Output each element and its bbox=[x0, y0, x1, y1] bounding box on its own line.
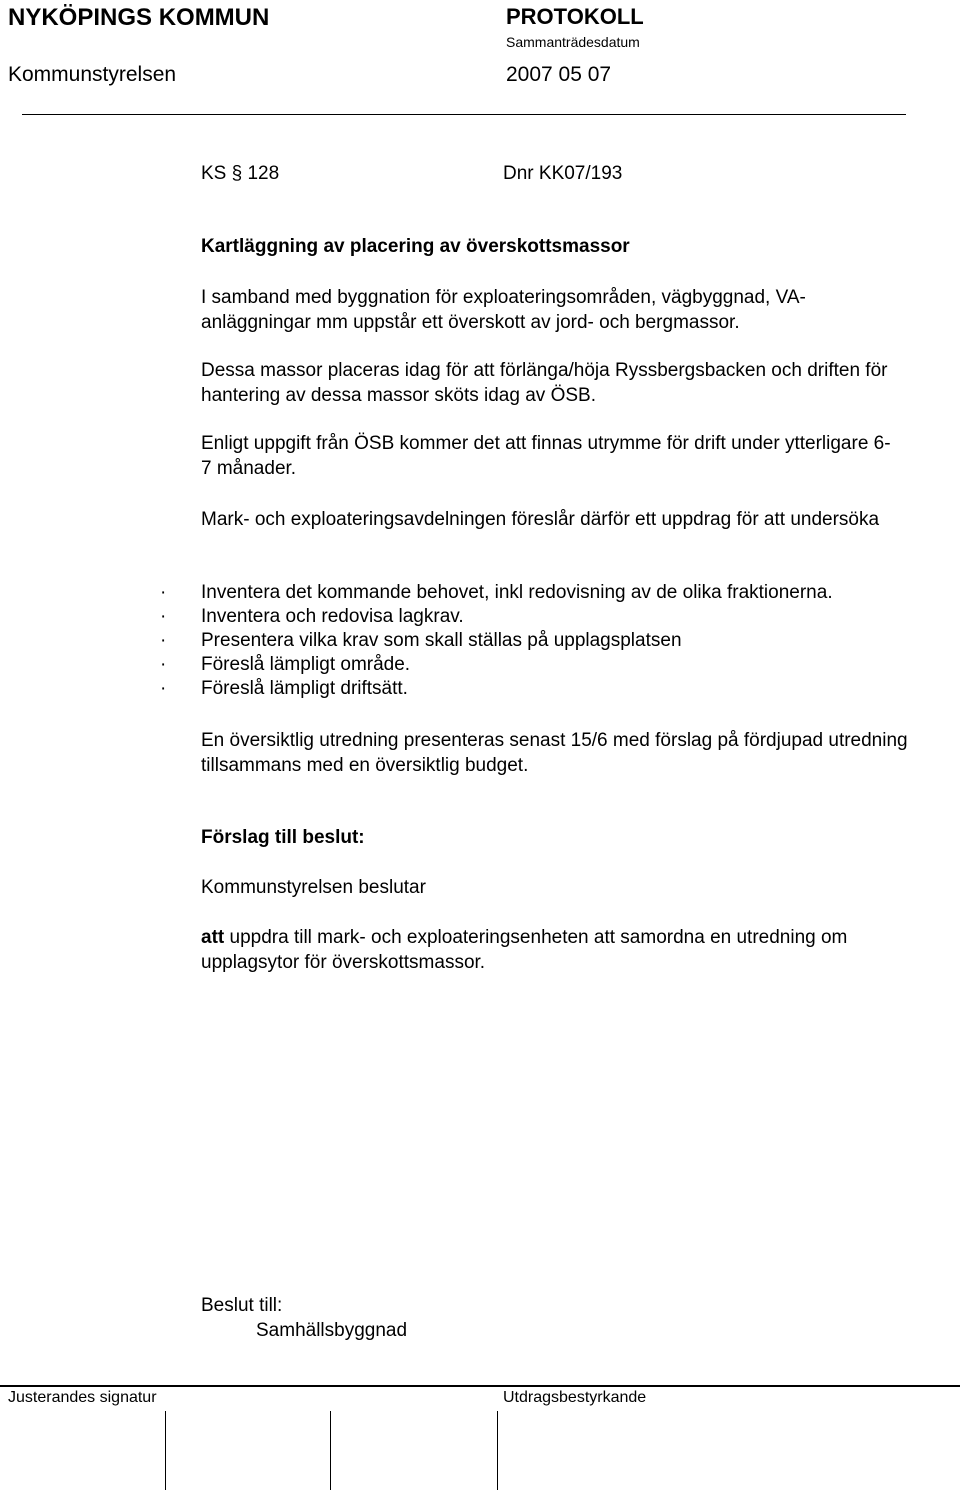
doc-type: PROTOKOLL bbox=[506, 4, 644, 29]
signature-box-divider-3 bbox=[497, 1411, 498, 1490]
list-item: · Presentera vilka krav som skall ställas på upplagsplatsen bbox=[160, 630, 682, 651]
closing-paragraph: En översiktlig utredning presenteras senast 15/6 med förslag på fördjupad utredning tillsammans med en översiktlig budget. bbox=[201, 730, 908, 776]
footer-rule bbox=[0, 1385, 960, 1387]
date-label: Sammanträdesdatum bbox=[506, 34, 640, 50]
case-number: KS § 128 bbox=[201, 163, 280, 184]
extract-label: Utdragsbestyrkande bbox=[503, 1389, 647, 1406]
org-name: NYKÖPINGS KOMMUN bbox=[8, 4, 270, 31]
list-item-text: Föreslå lämpligt område. bbox=[201, 654, 411, 675]
list-item: · Föreslå lämpligt område. bbox=[160, 654, 411, 675]
meeting-date: 2007 05 07 bbox=[506, 63, 612, 86]
distribution-recipient: Samhällsbyggnad bbox=[256, 1320, 408, 1341]
list-item: · Föreslå lämpligt driftsätt. bbox=[160, 678, 408, 699]
list-item: · Inventera och redovisa lagkrav. bbox=[160, 606, 464, 627]
list-item-text: Inventera det kommande behovet, inkl redovisning av de olika fraktionerna. bbox=[201, 582, 833, 603]
proposal-heading: Förslag till beslut: bbox=[201, 827, 365, 848]
signature-box-divider-2 bbox=[330, 1411, 331, 1490]
decider-text: Kommunstyrelsen beslutar bbox=[201, 877, 426, 898]
att-word: att bbox=[201, 927, 225, 948]
section-title: Kartläggning av placering av överskottsmassor bbox=[201, 236, 630, 257]
header-rule bbox=[22, 114, 906, 115]
paragraph-4: Mark- och exploateringsavdelningen föreslår därför ett uppdrag för att undersöka bbox=[201, 509, 880, 530]
list-item-text: Föreslå lämpligt driftsätt. bbox=[201, 678, 408, 699]
list-item-text: Inventera och redovisa lagkrav. bbox=[201, 606, 464, 627]
paragraph-2: Dessa massor placeras idag för att förlänga/höja Ryssbergsbacken och driften för hantering av dessa massor sköts idag av ÖSB. bbox=[201, 360, 888, 406]
list-item: · Inventera det kommande behovet, inkl redovisning av de olika fraktionerna. bbox=[160, 582, 833, 603]
signature-label: Justerandes signatur bbox=[8, 1389, 157, 1406]
committee-name: Kommunstyrelsen bbox=[8, 63, 177, 86]
decision-text bbox=[201, 926, 911, 975]
paragraph-1: I samband med byggnation för exploateringsområden, vägbyggnad, VA-anläggningar mm uppstår ett överskott av jord- och bergmassor. bbox=[201, 287, 806, 333]
decision-body: uppdra till mark- och exploateringsenheten att samordna en utredning om upplagsytor för överskottsmassor. bbox=[201, 927, 848, 973]
signature-box-divider-1 bbox=[165, 1411, 166, 1490]
diary-number: Dnr KK07/193 bbox=[503, 163, 623, 184]
list-item-text: Presentera vilka krav som skall ställas på upplagsplatsen bbox=[201, 630, 682, 651]
paragraph-3: Enligt uppgift från ÖSB kommer det att finnas utrymme för drift under ytterligare 6-7 månader. bbox=[201, 433, 891, 479]
distribution-label: Beslut till: bbox=[201, 1295, 283, 1316]
